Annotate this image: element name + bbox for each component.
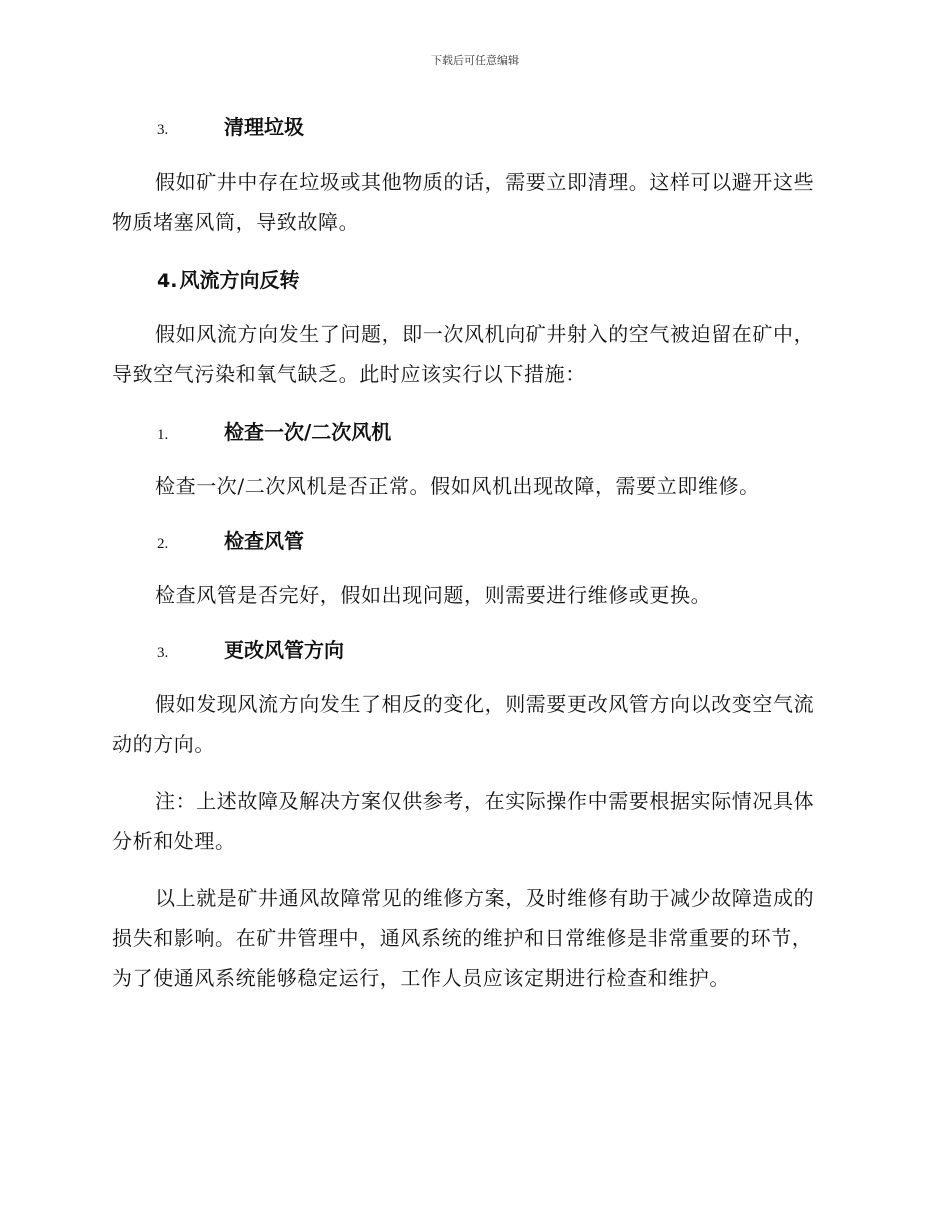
paragraph-conclusion: 以上就是矿井通风故障常见的维修方案，及时维修有助于减少故障造成的损失和影响。在矿井管理中，通风系统的维护和日常维修是非常重要的环节，为了使通风系统能够稳定运行，工作人员应该定期进行检查和维护。 — [112, 886, 815, 990]
heading-title: 更改风管方向 — [224, 638, 344, 662]
paragraph-clean-garbage: 假如矿井中存在垃圾或其他物质的话，需要立即清理。这样可以避开这些物质堵塞风筒，导致故障。 — [112, 170, 815, 234]
heading-title: 检查风管 — [224, 529, 304, 553]
heading-title: 风流方向反转 — [179, 268, 300, 292]
section-heading-check-ducts — [157, 528, 304, 557]
heading-number: 3. — [157, 645, 169, 661]
section-heading-change-duct-direction — [157, 637, 344, 666]
heading-title: 清理垃圾 — [224, 115, 304, 139]
section-heading-check-fans — [157, 419, 391, 448]
paragraph-change-duct-direction: 假如发现风流方向发生了相反的变化，则需要更改风管方向以改变空气流动的方向。 — [112, 692, 815, 756]
section-heading-airflow-reversal — [157, 267, 299, 294]
paragraph-airflow-reversal: 假如风流方向发生了问题，即一次风机向矿井射入的空气被迫留在矿中，导致空气污染和氧气缺乏。此时应该实行以下措施： — [112, 322, 815, 386]
heading-number: 2. — [157, 536, 169, 552]
heading-number: 3. — [157, 122, 169, 138]
heading-number: 1. — [157, 427, 169, 443]
section-heading-clean-garbage — [157, 114, 304, 143]
paragraph-check-ducts: 检查风管是否完好，假如出现问题，则需要进行维修或更换。 — [155, 583, 712, 607]
paragraph-note: 注：上述故障及解决方案仅供参考，在实际操作中需要根据实际情况具体分析和处理。 — [112, 789, 815, 853]
heading-number: 4. — [157, 270, 178, 292]
paragraph-check-fans: 检查一次/二次风机是否正常。假如风机出现故障，需要立即维修。 — [155, 474, 760, 498]
heading-title: 检查一次/二次风机 — [224, 420, 392, 444]
page-header: 下载后可任意编辑 — [431, 54, 519, 67]
